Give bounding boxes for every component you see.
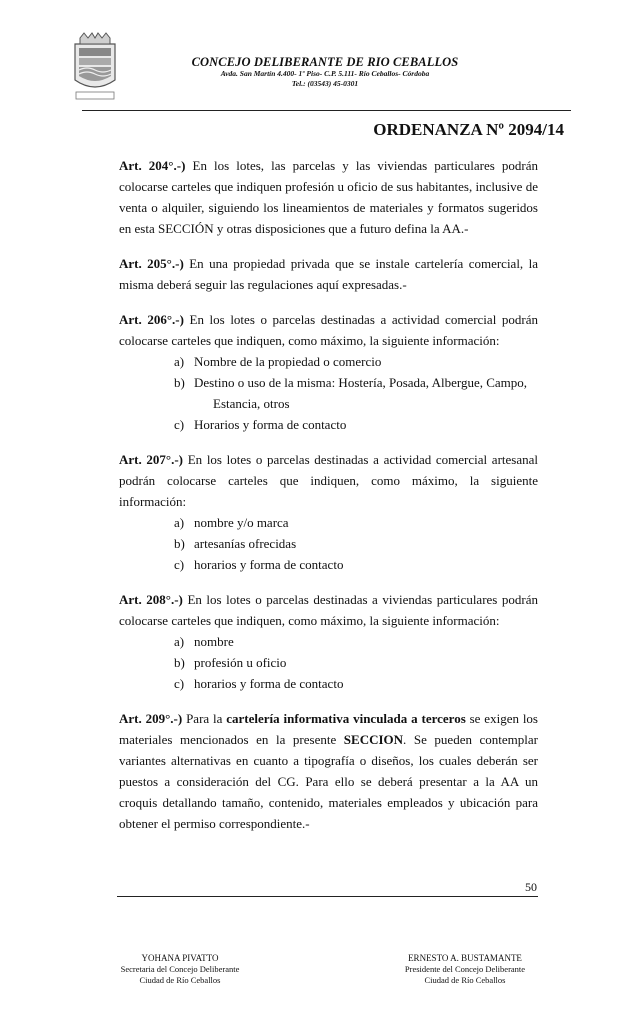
article-1: [119, 253, 538, 295]
list-marker: a): [174, 515, 185, 530]
list-item: [119, 512, 538, 533]
signatory-role: Secretaria del Concejo Deliberante: [120, 964, 240, 974]
organization-name: CONCEJO DELIBERANTE DE RIO CEBALLOS: [191, 55, 459, 69]
list-marker: b): [174, 375, 185, 390]
page-number: 50: [525, 880, 537, 894]
article-4: [119, 589, 538, 631]
list-marker: a): [174, 354, 185, 369]
article-text: En los lotes o parcelas destinadas a actividad comercial artesanal podrán colocarse carteles que indiquen, como máximo, la siguiente información:: [119, 452, 538, 509]
list-item-text: profesión u oficio: [194, 655, 287, 670]
list-item-text: horarios y forma de contacto: [194, 676, 344, 691]
article-text: En los lotes, las parcelas y las viviendas particulares podrán colocarse carteles que indiquen profesión u oficio de sus habitantes, inclusive de venta o alquiler, siguiendo los lineamientos de materiales y formatos sugeridos en esta SECCIÓN y otras disposiciones que a futuro defina la AA.-: [119, 158, 539, 236]
article-emphasis: SECCION: [343, 732, 404, 747]
list-marker: c): [174, 676, 185, 691]
article-text: se exigen los materiales mencionados en la presente: [119, 711, 538, 747]
list-marker: c): [174, 557, 185, 572]
article-0: [119, 155, 538, 239]
list-item: [119, 414, 538, 435]
article-5: [119, 708, 538, 834]
article-label: Art. 207°.-): [119, 452, 184, 467]
list-item: [119, 554, 538, 575]
signatory-place: Ciudad de Río Ceballos: [424, 975, 506, 985]
list-marker: b): [174, 536, 185, 551]
article-text: . Se pueden contemplar variantes alternativas en cuanto a tipografía o diseños, los cuales deberán ser puestos a consideración del CG. Para ello se deberá presentar a la AA un croquis detallando tamaño, contenido, materiales empleados y ubicación para obtener el permiso correspondiente.-: [119, 732, 538, 831]
article-list: [119, 512, 538, 575]
list-item-text: Destino o uso de la misma: Hostería, Posada, Albergue, Campo,: [194, 375, 528, 390]
list-item-text: nombre: [194, 634, 234, 649]
list-marker: a): [174, 634, 185, 649]
footer-divider: [117, 896, 538, 897]
article-3: [119, 449, 538, 512]
list-item: [119, 631, 538, 652]
address: Avda. San Martín 4.400- 1º Piso- C.P. 5.111- Río Ceballos- Córdoba: [220, 69, 430, 78]
document-body: [119, 155, 538, 848]
article-label: Art. 204°.-): [119, 158, 186, 173]
list-item: [119, 372, 538, 414]
list-item: [119, 673, 538, 694]
article-label: Art. 206°.-): [119, 312, 184, 327]
list-marker: b): [174, 655, 185, 670]
article-list: [119, 631, 538, 694]
list-item-text: horarios y forma de contacto: [194, 557, 344, 572]
municipal-seal-icon: [70, 30, 120, 102]
document-title: ORDENANZA Nº 2094/14: [373, 120, 564, 139]
list-item-text: Nombre de la propiedad o comercio: [194, 354, 382, 369]
list-item-continuation: Estancia, otros: [213, 396, 290, 411]
signatory-role: Presidente del Concejo Deliberante: [404, 964, 526, 974]
article-label: Art. 208°.-): [119, 592, 183, 607]
article-list: [119, 351, 538, 435]
article-label: Art. 205°.-): [119, 256, 184, 271]
article-text: En los lotes o parcelas destinadas a viviendas particulares podrán colocarse carteles que indiquen, como máximo, la siguiente información:: [119, 592, 538, 628]
phone: Tel.: (03543) 45-0301: [291, 79, 359, 88]
article-emphasis: cartelería informativa vinculada a terceros: [226, 711, 466, 726]
list-item-text: artesanías ofrecidas: [194, 536, 297, 551]
signature-block-right: [385, 953, 545, 986]
article-2: [119, 309, 538, 351]
signatory-name: YOHANA PIVATTO: [141, 953, 219, 963]
article-text: En los lotes o parcelas destinadas a actividad comercial podrán colocarse carteles que indiquen, como máximo, la siguiente información:: [119, 312, 538, 348]
document-header: [0, 0, 622, 112]
article-text: En una propiedad privada que se instale cartelería comercial, la misma deberá seguir las regulaciones aquí expresadas.-: [119, 256, 538, 292]
article-label: Art. 209°.-): [119, 711, 183, 726]
header-text: [150, 55, 500, 89]
list-item-text: Horarios y forma de contacto: [194, 417, 347, 432]
list-item: [119, 351, 538, 372]
list-marker: c): [174, 417, 185, 432]
signatory-place: Ciudad de Río Ceballos: [139, 975, 221, 985]
signatory-name: ERNESTO A. BUSTAMANTE: [408, 953, 522, 963]
list-item-text: nombre y/o marca: [194, 515, 289, 530]
list-item: [119, 652, 538, 673]
signature-block-left: [100, 953, 260, 986]
article-text: Para la: [186, 711, 227, 726]
header-divider: [82, 110, 571, 111]
list-item: [119, 533, 538, 554]
